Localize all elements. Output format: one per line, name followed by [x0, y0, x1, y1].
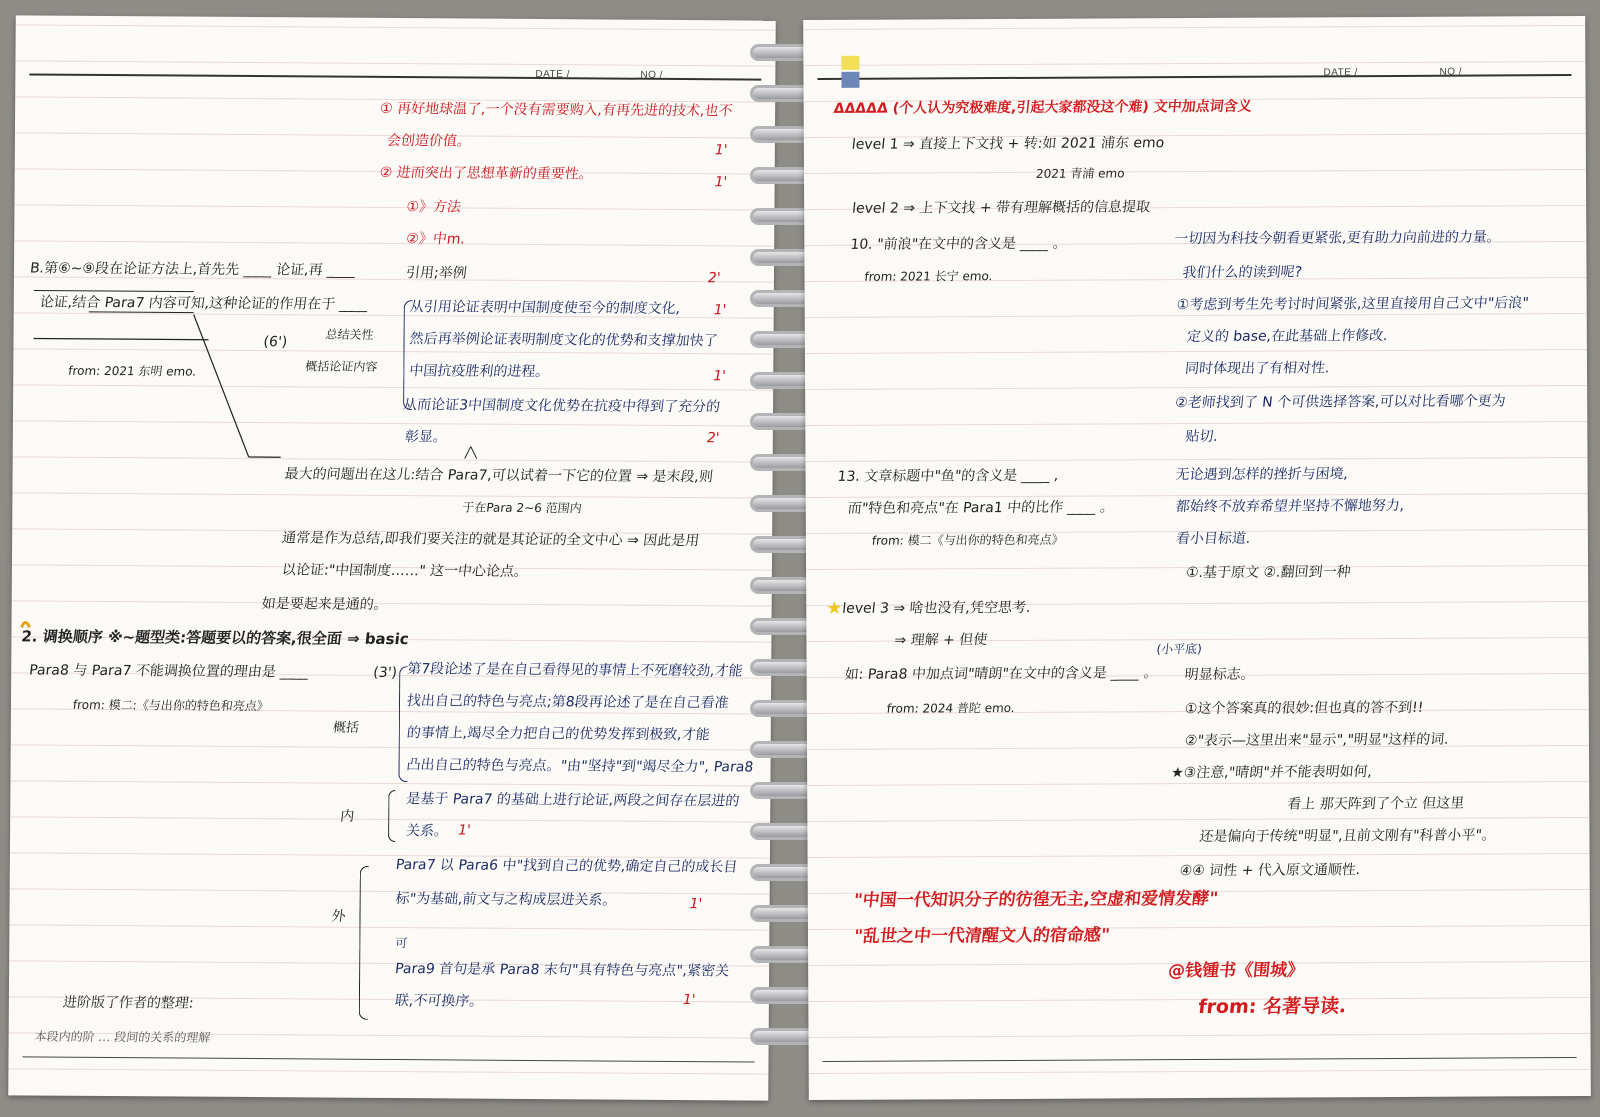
note-line: (小平底) [1155, 641, 1203, 657]
note-line: from: 2021 长宁 emo. [863, 269, 994, 284]
note-line: 总结关性 [324, 327, 375, 342]
score-mark: 1' [714, 174, 728, 191]
note-line: 我们什么的读到呢? [1181, 264, 1303, 282]
brace [359, 866, 369, 1020]
note-line: 如: Para8 中加点词"晴朗"在文中的含义是 ____ 。 [843, 665, 1159, 683]
note-line: ②"表示—这里出来"显示","明显"这样的词. [1184, 731, 1450, 750]
note-line: ②》中m. [405, 231, 466, 248]
note-line: from: 模二:《与出你的特色和亮点》 [72, 697, 270, 714]
note-line: 的事情上,竭尽全力把自己的优势发挥到极致,才能 [405, 725, 711, 744]
note-line: 概括论证内容 [304, 359, 379, 374]
note-line: 无论遇到怎样的挫折与困境, [1174, 466, 1349, 484]
note-line: ①》方法 [405, 199, 462, 216]
note-line: Para8 与 Para7 不能调换位置的理由是 ____ [28, 662, 310, 681]
score-mark: 1' [714, 142, 728, 159]
note-line: 同时体现出了有相对性. [1184, 360, 1331, 378]
note-line: from: 2024 普陀 emo. [886, 700, 1016, 716]
note-line: 通常是作为总结,即我们要关注的就是其论证的全文中心 ⇒ 因此是用 [281, 530, 701, 550]
note-line: ② 进而突出了思想革新的重要性。 [378, 164, 594, 183]
note-line: from: 2021 东明 emo. [67, 363, 198, 379]
source-note: from: 名著导读. [1197, 995, 1348, 1019]
no-label: NO / [1439, 66, 1463, 78]
note-line: 是基于 Para7 的基础上进行论证,两段之间存在层进的 [405, 791, 741, 810]
section-heading: ΔΔΔΔΔ (个人认为究极难度,引起大家都没这个难) 文中加点词含义 [832, 98, 1253, 117]
note-line: 论证,结合 Para7 内容可知,这种论证的作用在于 ____ [38, 294, 369, 313]
note-line: level 3 ⇒ 啥也没有,凭空思考. [841, 599, 1032, 617]
note-line: 从而论证3中国制度文化优势在抗疫中得到了充分的 [402, 397, 721, 416]
sticky-tab-blue [841, 72, 859, 88]
note-line: 会创造价值。 [386, 132, 472, 150]
score-mark: 2' [706, 430, 720, 447]
note-line: ②老师找到了 N 个可供选择答案,可以对比看哪个更为 [1174, 393, 1507, 412]
no-label: NO / [640, 69, 663, 81]
date-label: DATE / [535, 68, 570, 81]
note-line: (6') [262, 334, 289, 351]
note-line: 凸出自己的特色与亮点。"由"坚持"到"竭尽全力", Para8 [405, 757, 755, 776]
note-line: 概括 [332, 720, 360, 736]
note-line: ⇒ 理解 + 但使 [893, 632, 989, 649]
score-mark: 2' [707, 270, 721, 287]
note-line: from: 模二《与出你的特色和亮点》 [871, 532, 1065, 548]
note-line: ① 再好地球温了,一个没有需要购入,有再先进的技术,也不 [379, 100, 734, 120]
note-line: 本段内的阶 … 段间的关系的理解 [33, 1029, 212, 1045]
note-line: 标"为基础,前文与之构成层进关系。 [394, 891, 618, 909]
right-notebook-page [803, 16, 1591, 1100]
sticky-tab-yellow [841, 56, 859, 70]
book-citation: @钱锺书《围城》 [1167, 960, 1306, 982]
note-line: ④④ 词性 + 代入原文通顺性. [1178, 862, 1362, 880]
note-line: 引用;举例 [405, 265, 468, 282]
note-line: 然后再举例论证表明制度文化的优势和支撑加快了 [408, 331, 719, 350]
note-line: 最大的问题出在这儿:结合 Para7,可以试着一下它的位置 ⇒ 是末段,则 [283, 466, 714, 486]
note-line: ★③注意,"晴朗"并不能表明如何, [1170, 764, 1373, 782]
note-line: 还是偏向于传统"明显",且前文刚有"科普小平"。 [1198, 827, 1497, 845]
note-line: 外 [330, 908, 347, 925]
note-line: Para9 首句是承 Para8 末句"具有特色与亮点",紧密关 [394, 961, 730, 980]
score-mark: 1' [682, 992, 696, 1009]
note-line: 可 [394, 936, 409, 951]
note-line: 而"特色和亮点"在 Para1 中的比作 ____ 。 [846, 499, 1115, 517]
date-label: DATE / [1323, 67, 1358, 79]
note-line: (3') [372, 664, 398, 682]
note-line: 于在Para 2~6 范围内 [461, 500, 583, 516]
note-line: 看小目标道. [1175, 530, 1252, 548]
note-line: 找出自己的特色与亮点;第8段再论述了是在自己看准 [406, 693, 730, 712]
note-line: 一切因为科技今朝看更紧张,更有助力向前进的力量。 [1173, 229, 1502, 248]
note-line: 看上 那天阵到了个立 但这里 [1286, 795, 1465, 813]
note-line: 10. "前浪"在文中的含义是 ____ 。 [849, 235, 1068, 253]
brace [403, 300, 413, 410]
note-line: 都始终不放弃希望并坚持不懈地努力, [1174, 497, 1405, 516]
note-line: 贴切. [1184, 428, 1219, 446]
note-line: 定义的 base,在此基础上作修改. [1186, 327, 1389, 346]
score-mark: 1' [713, 302, 727, 319]
score-mark: 1' [713, 368, 727, 385]
quote-line: "乱世之中一代清醒文人的宿命感" [852, 925, 1111, 947]
note-line: 如是要起来是通的。 [260, 596, 389, 613]
note-line: 从引用论证表明中国制度使至今的制度文化, [408, 299, 682, 317]
note-line: ①.基于原文 ②.翻回到一种 [1185, 564, 1352, 582]
brace [388, 790, 395, 842]
note-line: 明显标志。 [1183, 666, 1256, 684]
note-line: level 2 ⇒ 上下文找 + 带有理解概括的信息提取 [851, 199, 1151, 217]
note-line: 彰显。 [403, 429, 448, 446]
note-line: B.第⑥~⑨段在论证方法上,首先先 ____ 论证,再 ____ [29, 260, 357, 279]
note-line: 以论证:"中国制度……" 这一中心论点。 [281, 562, 529, 580]
note-line: 关系。 [405, 823, 449, 840]
note-line: ①考虑到考生先考讨时间紧张,这里直接用自己文中"后浪" [1175, 295, 1530, 314]
section-heading: 2. 调换顺序 ※~题型类:答题要以的答案,很全面 ⇒ basic [20, 627, 410, 649]
quote-line: "中国一代知识分子的彷徨无主,空虚和爱情发酵" [852, 888, 1219, 911]
note-line: 内 [339, 808, 356, 825]
score-mark: 1' [689, 896, 703, 913]
score-mark: 1' [458, 822, 471, 839]
note-line: 联,不可换序。 [394, 993, 485, 1010]
note-line: 13. 文章标题中"鱼"的含义是 ____ , [836, 467, 1060, 485]
note-line: level 1 ⇒ 直接上下文找 + 转:如 2021 浦东 emo [851, 135, 1166, 153]
note-line: 2021 青浦 emo [1035, 166, 1126, 181]
note-line: ①这个答案真的很妙:但也真的答不到!! [1183, 699, 1425, 718]
left-notebook-page [8, 15, 776, 1100]
note-line: 第7段论述了是在自己看得见的事情上不死磨较劲,才能 [406, 661, 744, 680]
page-bottom-rule [823, 1057, 1577, 1062]
star-icon: ★ [826, 597, 843, 619]
note-line: 中国抗疫胜利的进程。 [408, 363, 551, 381]
note-line: 进阶版了作者的整理: [61, 994, 195, 1012]
note-line: Para7 以 Para6 中"找到自己的优势,确定自己的成长目 [394, 857, 739, 876]
